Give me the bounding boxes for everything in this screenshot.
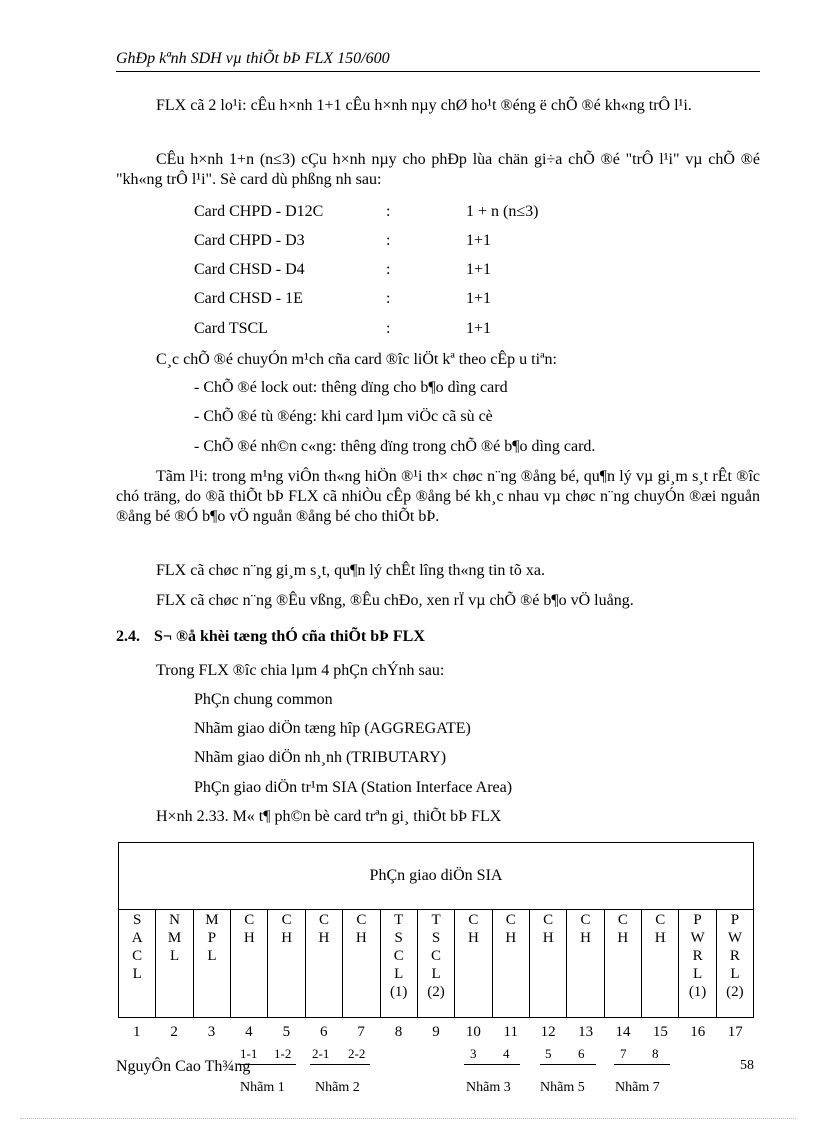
card-layout-figure: [118, 842, 754, 1018]
slot-number: 15: [652, 1024, 668, 1040]
page-bottom-border: [20, 1118, 796, 1119]
card-slot-char: W: [727, 930, 743, 946]
card-slot-char: C: [543, 912, 554, 928]
card-slot-column: [566, 909, 603, 1017]
group-underline: [540, 1064, 596, 1065]
sublabel: 7: [620, 1046, 627, 1061]
slot-number: 6: [319, 1024, 328, 1040]
slot-number: 17: [727, 1024, 743, 1040]
card-value: 1+1: [466, 261, 492, 278]
group-label: Nhãm 3: [466, 1080, 511, 1095]
header-rule: [116, 71, 760, 72]
group-label: Nhãm 1: [240, 1080, 285, 1095]
card-slot-char: P: [207, 930, 217, 946]
card-slot-column: [678, 909, 715, 1017]
card-slot-column: [119, 909, 155, 1017]
card-slot-char: P: [693, 912, 702, 928]
card-slot-char: H: [542, 930, 554, 946]
card-slot-char: C: [505, 912, 516, 928]
sublabel: 1-2: [274, 1046, 292, 1061]
group-underline: [464, 1064, 520, 1065]
group-label: Nhãm 2: [315, 1080, 360, 1095]
card-sep: :: [386, 232, 391, 249]
sublabel: 3: [470, 1046, 477, 1061]
slot-number: 3: [207, 1024, 216, 1040]
card-sep: :: [386, 203, 391, 220]
card-slot-column: [641, 909, 678, 1017]
sublabel: 4: [503, 1046, 510, 1061]
card-slot-char: C: [244, 912, 255, 928]
card-slot-char: C: [281, 912, 292, 928]
card-slot-char: H: [318, 930, 330, 946]
card-slot-char: (1): [688, 984, 707, 1000]
card-slot-column: [342, 909, 379, 1017]
footer-author: NguyÔn Cao Th¾ng: [116, 1058, 251, 1075]
card-slot-char: C: [356, 912, 367, 928]
page-header-title: GhÐp kªnh SDH vµ thiÕt bÞ FLX 150/600: [116, 50, 390, 67]
sublabel: 6: [578, 1046, 585, 1061]
section-number: 2.4.: [116, 628, 140, 645]
paragraph-monitoring: FLX cã chøc n¨ng gi¸m s¸t, qu¶n lý chÊt lîng th«ng tin tõ xa.: [156, 562, 545, 579]
page-number: 58: [740, 1058, 754, 1073]
card-slot-char: L: [169, 948, 180, 964]
card-slot-char: M: [167, 930, 182, 946]
card-value: 1+1: [466, 320, 492, 337]
slot-number: 9: [432, 1024, 440, 1040]
card-slot-char: H: [654, 930, 666, 946]
mode-item: - ChÕ ®é lock out: thêng dïng cho b¶o dìng card: [194, 379, 508, 396]
sublabel: 1-1: [240, 1046, 258, 1061]
group-underline: [614, 1064, 670, 1065]
card-slot-char: L: [431, 966, 441, 982]
paragraph-summary: Tãm l¹i: trong m¹ng viÔn th«ng hiÖn ®¹i th× chøc n¨ng ®ång bé, qu¶n lý vµ gi¸m s¸t rÊt ®îc chó träng, do ®ã thiÕt bÞ FLX cã nhiÒu cÊp ®ång bé kh¸c nhau vµ chøc n¨ng chuyÓn ®æi nguån ®ång bé ®Ó b¶o vÖ nguån ®ång bé cho thiÕt bÞ.: [116, 468, 760, 525]
card-slot-char: L: [207, 948, 217, 964]
card-slot-char: C: [132, 948, 143, 964]
group-label: Nhãm 7: [615, 1080, 660, 1095]
part-item: PhÇn giao diÖn tr¹m SIA (Station Interface Area): [194, 779, 513, 796]
slot-number: 16: [690, 1024, 706, 1040]
slot-number: 7: [357, 1024, 365, 1040]
slot-number: 8: [394, 1024, 403, 1040]
paragraph-loop: FLX cã chøc n¨ng ®Êu vßng, ®Êu chÐo, xen rÏ vµ chÕ ®é b¶o vÖ luång.: [156, 592, 634, 609]
card-slot-char: S: [133, 912, 142, 928]
mode-item: - ChÕ ®é tù ®éng: khi card lµm viÖc cã sù cè: [194, 408, 493, 425]
paragraph-config-1n: CÊu h×nh 1+n (n≤3) cÇu h×nh nµy cho phÐp lùa chän gi÷a chÕ ®é "trÔ l¹i" vµ chÕ ®é "kh«ng trÔ l¹i". Sè card dù phßng nh sau:: [116, 151, 760, 188]
slot-number: 12: [540, 1024, 556, 1040]
sublabel: 2-1: [312, 1046, 330, 1061]
card-slot-char: L: [394, 966, 404, 982]
card-slot-column: [230, 909, 267, 1017]
card-slot-columns: [119, 909, 753, 1017]
card-slot-column: [193, 909, 230, 1017]
card-slot-char: A: [131, 930, 143, 946]
card-name: Card CHSD - D4: [194, 261, 305, 278]
card-slot-column: [417, 909, 454, 1017]
card-slot-column: [380, 909, 417, 1017]
card-slot-char: L: [692, 966, 703, 982]
card-slot-char: H: [281, 930, 293, 946]
card-slot-char: H: [243, 930, 255, 946]
card-slot-column: [267, 909, 304, 1017]
sublabel: 2-2: [348, 1046, 366, 1061]
group-underline: [310, 1064, 370, 1065]
card-name: Card CHSD - 1E: [194, 290, 303, 307]
mode-item: - ChÕ ®é nh©n c«ng: thêng dïng trong chÕ ®é b¶o dìng card.: [194, 438, 596, 455]
card-slot-char: H: [617, 930, 629, 946]
card-slot-column: [492, 909, 529, 1017]
card-slot-char: T: [431, 912, 441, 928]
card-slot-char: C: [318, 912, 329, 928]
paragraph-flx-types: FLX cã 2 lo¹i: cÊu h×nh 1+1 cÊu h×nh nµy chØ ho¹t ®éng ë chÕ ®é kh«ng trÔ l¹i.: [156, 97, 692, 114]
figure-caption: H×nh 2.33. M« t¶ ph©n bè card trªn gi¸ thiÕt bÞ FLX: [156, 808, 502, 825]
card-name: Card CHPD - D3: [194, 232, 305, 249]
card-slot-column: [716, 909, 753, 1017]
slot-number: 2: [170, 1024, 178, 1040]
paragraph-switch-modes: C¸c chÕ ®é chuyÓn m¹ch cña card ®îc liÖt kª theo cÊp u tiªn:: [156, 351, 557, 368]
card-slot-char: H: [355, 930, 367, 946]
figure-title: PhÇn giao diÖn SIA: [119, 843, 753, 910]
card-name: Card CHPD - D12C: [194, 203, 324, 220]
part-item: PhÇn chung common: [194, 691, 333, 708]
slot-number: 14: [615, 1024, 631, 1040]
card-slot-char: R: [729, 948, 740, 964]
card-slot-char: T: [394, 912, 404, 928]
paragraph-parts-intro: Trong FLX ®îc chia lµm 4 phÇn chÝnh sau:: [156, 662, 445, 679]
card-slot-char: (2): [726, 984, 744, 1000]
slot-number: 1: [132, 1024, 141, 1040]
card-slot-column: [529, 909, 566, 1017]
card-slot-char: L: [730, 966, 740, 982]
card-slot-char: H: [505, 930, 517, 946]
section-title: S¬ ®å khèi tæng thÓ cña thiÕt bÞ FLX: [154, 628, 425, 645]
card-slot-char: N: [169, 912, 180, 928]
card-slot-char: C: [431, 948, 442, 964]
part-item: Nhãm giao diÖn tæng hîp (AGGREGATE): [194, 720, 471, 737]
card-slot-char: H: [580, 930, 591, 946]
card-slot-char: R: [692, 948, 703, 964]
card-slot-char: (2): [427, 984, 445, 1000]
slot-number: 13: [578, 1024, 594, 1040]
card-slot-char: C: [617, 912, 628, 928]
card-sep: :: [386, 320, 391, 337]
slot-number: 5: [282, 1024, 291, 1040]
card-value: 1+1: [466, 290, 492, 307]
slot-number: 10: [465, 1024, 481, 1040]
card-slot-char: L: [132, 966, 142, 982]
sublabel: 5: [545, 1046, 552, 1061]
card-slot-column: [604, 909, 641, 1017]
card-slot-char: C: [468, 912, 479, 928]
card-slot-char: M: [205, 912, 219, 928]
card-value: 1 + n (n≤3): [466, 203, 539, 220]
card-sep: :: [386, 290, 391, 307]
card-slot-column: [155, 909, 192, 1017]
card-slot-column: [454, 909, 491, 1017]
slot-number: 11: [503, 1024, 518, 1040]
card-value: 1+1: [466, 232, 492, 249]
slot-numbers: [118, 1024, 754, 1041]
card-slot-char: C: [655, 912, 666, 928]
card-slot-char: C: [580, 912, 591, 928]
card-slot-char: C: [393, 948, 404, 964]
card-slot-column: [305, 909, 342, 1017]
card-slot-char: P: [730, 912, 740, 928]
group-label: Nhãm 5: [540, 1080, 585, 1095]
card-slot-char: (1): [389, 984, 408, 1000]
card-sep: :: [386, 261, 391, 278]
card-slot-char: H: [467, 930, 479, 946]
card-slot-char: W: [690, 930, 705, 946]
sublabel: 8: [652, 1046, 659, 1061]
part-item: Nhãm giao diÖn nh¸nh (TRIBUTARY): [194, 749, 447, 766]
card-slot-char: S: [394, 930, 403, 946]
card-slot-char: S: [431, 930, 441, 946]
card-name: Card TSCL: [194, 320, 268, 337]
section-heading: [116, 628, 425, 646]
slot-number: 4: [245, 1024, 253, 1040]
